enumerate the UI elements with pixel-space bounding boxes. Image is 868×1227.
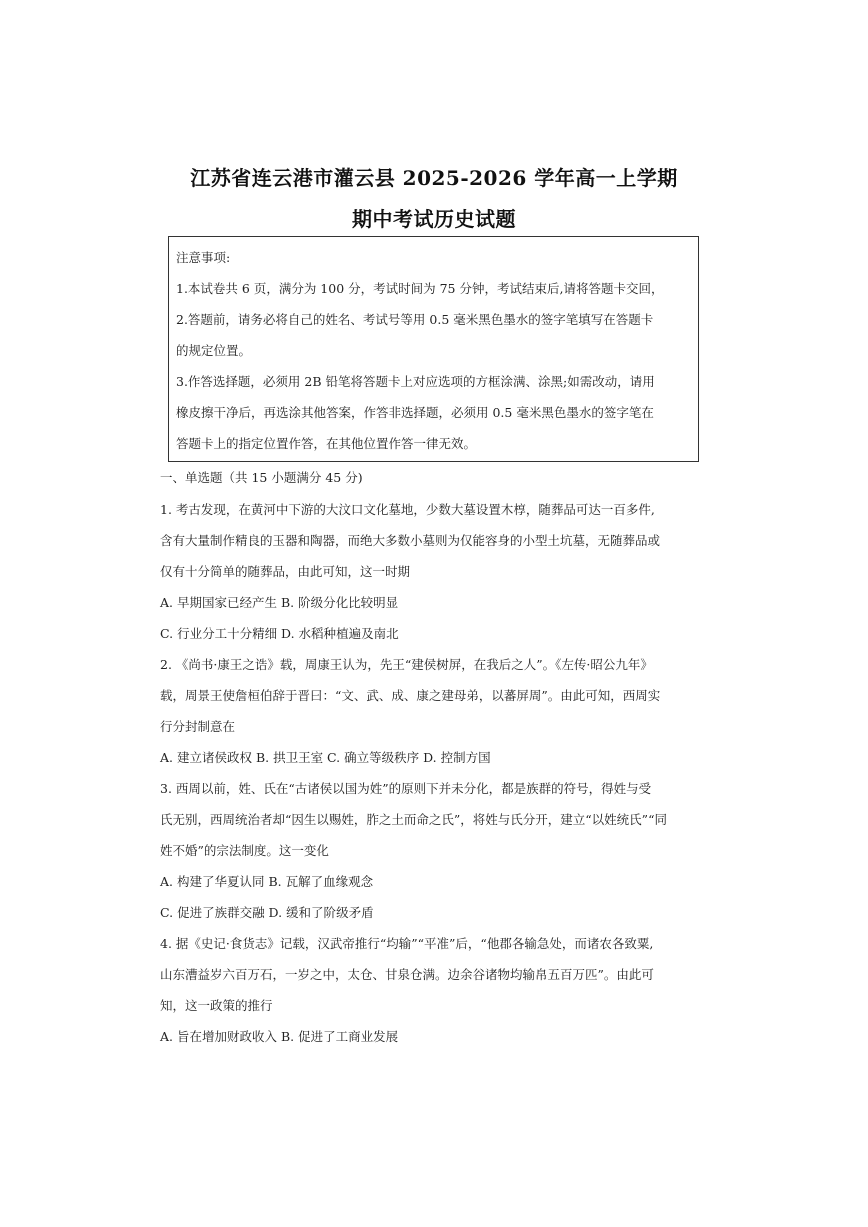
question-1-stem: 含有大量制作精良的玉器和陶器，而绝大多数小墓则为仅能容身的小型土坑墓，无随葬品或 — [160, 533, 661, 548]
question-3-stem: 3. 西周以前，姓、氏在“古诸侯以国为姓”的原则下并未分化，都是族群的符号，得姓与受 — [160, 781, 652, 796]
question-2-stem: 载，周景王使詹桓伯辞于晋曰：“文、武、成、康之建母弟，以蕃屏周”。由此可知，西周实 — [160, 688, 661, 703]
question-4-stem: 山东漕益岁六百万石，一岁之中，太仓、甘泉仓满。边余谷诸物均输帛五百万匹”。由此可 — [160, 967, 654, 982]
question-3-options: C. 促进了族群交融 D. 缓和了阶级矛盾 — [160, 905, 374, 920]
question-2-stem: 2. 《尚书·康王之诰》载，周康王认为，先王“建侯树屏，在我后之人”。《左传·昭公九年》 — [160, 657, 653, 672]
notice-box — [168, 236, 699, 462]
question-4-options: A. 旨在增加财政收入 B. 促进了工商业发展 — [160, 1029, 399, 1044]
question-3-stem: 姓不婚”的宗法制度。这一变化 — [160, 843, 329, 858]
question-2-options: A. 建立诸侯政权 B. 拱卫王室 C. 确立等级秩序 D. 控制方国 — [160, 750, 491, 765]
exam-title-line-2: 期中考试历史试题 — [352, 207, 516, 231]
question-4-stem: 知，这一政策的推行 — [160, 998, 273, 1013]
section-heading: 一、单选题（共 15 小题满分 45 分) — [160, 470, 363, 485]
notice-heading: 注意事项: — [176, 250, 231, 265]
question-2-stem: 行分封制意在 — [160, 719, 236, 734]
notice-line: 2.答题前，请务必将自己的姓名、考试号等用 0.5 毫米黑色墨水的签字笔填写在答题卡 — [176, 312, 654, 327]
question-1-stem: 仅有十分简单的随葬品，由此可知，这一时期 — [160, 564, 411, 579]
notice-line: 3.作答选择题，必须用 2B 铅笔将答题卡上对应选项的方框涂满、涂黑;如需改动，请用 — [176, 374, 655, 389]
question-1-options: A. 早期国家已经产生 B. 阶级分化比较明显 — [160, 595, 399, 610]
notice-line: 橡皮擦干净后，再选涂其他答案，作答非选择题，必须用 0.5 毫米黑色墨水的签字笔在 — [176, 405, 654, 420]
question-3-stem: 氏无别，西周统治者却“因生以赐姓，胙之土而命之氏”，将姓与氏分开，建立“以姓统氏”“同 — [160, 812, 667, 827]
question-4-stem: 4. 据《史记·食货志》记载，汉武帝推行“均输”“平准”后，“他郡各输急处，而诸农各致粟, — [160, 936, 654, 951]
question-1-options: C. 行业分工十分精细 D. 水稻种植遍及南北 — [160, 626, 399, 641]
question-1-stem: 1. 考古发现，在黄河中下游的大汶口文化墓地，少数大墓设置木椁，随葬品可达一百多件, — [160, 502, 655, 517]
notice-line: 答题卡上的指定位置作答，在其他位置作答一律无效。 — [176, 436, 477, 451]
notice-line: 的规定位置。 — [176, 343, 252, 358]
exam-title-line-1: 江苏省连云港市灌云县 2025-2026 学年高一上学期 — [190, 166, 678, 190]
notice-line: 1.本试卷共 6 页，满分为 100 分，考试时间为 75 分钟，考试结束后,请将答题卡交回， — [176, 281, 664, 296]
question-3-options: A. 构建了华夏认同 B. 瓦解了血缘观念 — [160, 874, 374, 889]
